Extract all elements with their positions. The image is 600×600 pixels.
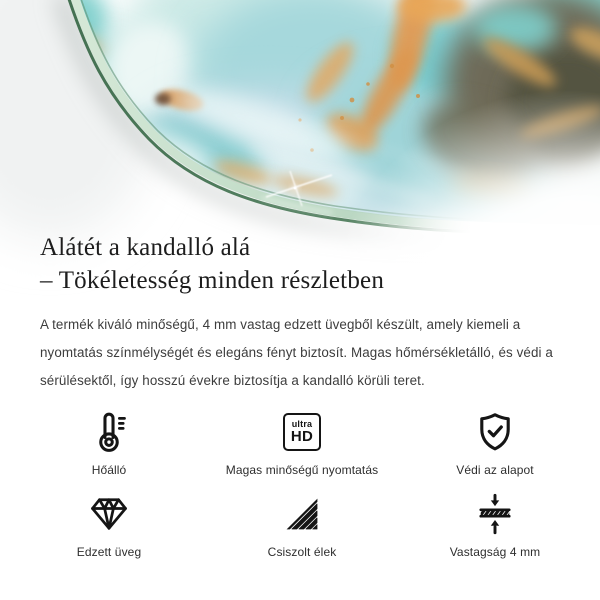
ultra-hd-badge-line1: ultra: [291, 418, 313, 429]
feature-label: Csiszolt élek: [267, 545, 337, 559]
feature-grid: [14, 409, 600, 559]
title-line-1: Alátét a kandalló alá: [40, 234, 251, 261]
feature-heat-resistant: [14, 409, 204, 477]
feature-label: Védi az alapot: [456, 463, 534, 477]
title-line-2: – Tökéletesség minden részletben: [40, 267, 385, 294]
ultra-hd-badge-line2: HD: [290, 427, 314, 445]
thermometer-icon: [86, 409, 132, 455]
product-description-text: A termék kiváló minőségű, 4 mm vastag edzett üvegből készült, amely kiemeli a nyomtatás színmélységét és elegáns fényt biztosít. Magas hőmérsékletálló, és védi a sérülésektől, így hosszú évekre biztosítja a kandalló körüli teret.: [40, 317, 553, 388]
diamond-icon: [87, 491, 131, 537]
polished-edge-icon: [281, 491, 323, 537]
feature-label: Hőálló: [91, 463, 127, 477]
thickness-icon: [473, 491, 517, 537]
feature-high-quality-print: [204, 409, 400, 477]
feature-polished-edges: [204, 491, 400, 559]
feature-thickness-4mm: [400, 491, 590, 559]
feature-protects-base: [400, 409, 590, 477]
feature-label: Edzett üveg: [76, 545, 142, 559]
feature-label: Magas minőségű nyomtatás: [225, 463, 379, 477]
feature-tempered-glass: [14, 491, 204, 559]
shield-check-icon: [473, 409, 517, 455]
feature-label: Vastagság 4 mm: [449, 545, 541, 559]
page-title: [40, 231, 570, 297]
ultra-hd-icon: [283, 409, 321, 455]
